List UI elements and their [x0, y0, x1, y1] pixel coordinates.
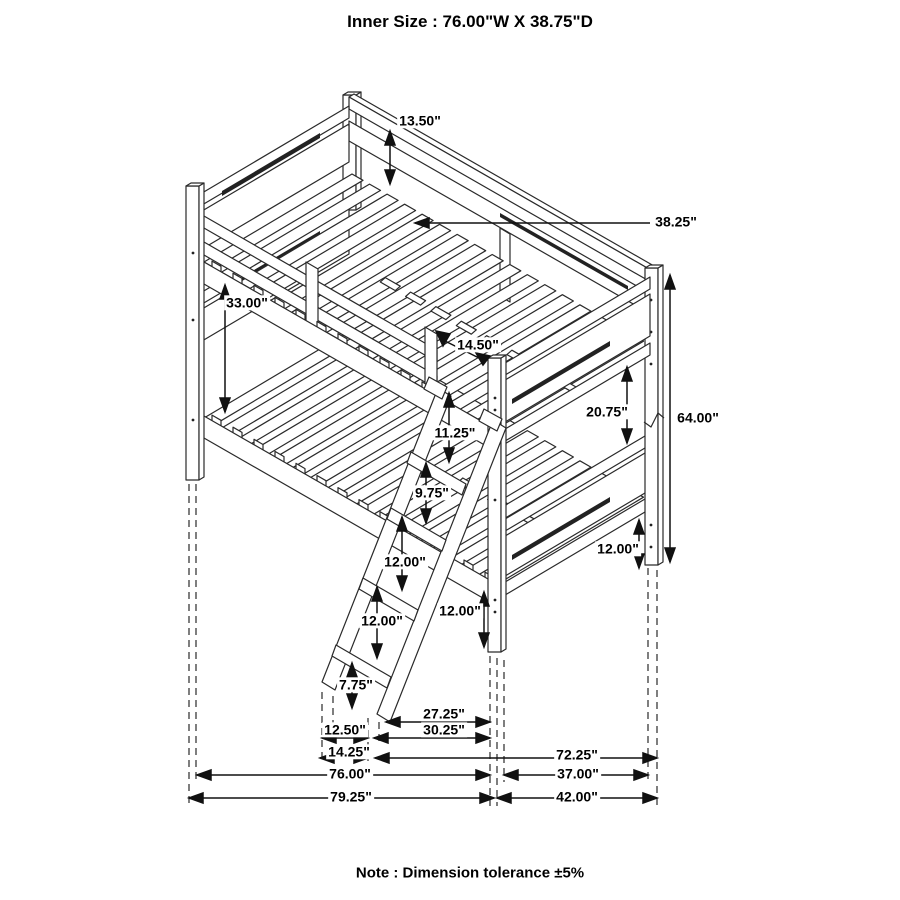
dim-label-front-clearance: 12.00" — [439, 602, 481, 619]
dim-label-ladder-step-3: 12.00" — [384, 553, 426, 570]
dim-label-ladder-step-2: 9.75" — [415, 484, 449, 501]
dim-label-right-bunk-gap: 20.75" — [586, 403, 628, 420]
dim-label-left-bunk-gap: 33.00" — [226, 294, 268, 311]
dim-label-ladder-step-5: 7.75" — [339, 676, 373, 693]
dim-label-inner-depth: 37.00" — [557, 765, 599, 782]
dim-label-ladder-foot-to-post: 27.25" — [423, 705, 465, 722]
dim-label-ladder-opening: 14.50" — [457, 336, 499, 353]
dim-label-overall-depth: 42.00" — [556, 788, 598, 805]
dim-label-ladder-inner-width: 12.50" — [324, 721, 366, 738]
dim-label-guardrail-height: 13.50" — [399, 112, 441, 129]
dim-label-ladder-outer-width: 14.25" — [328, 743, 370, 760]
dim-label-ladder-step-4: 12.00" — [361, 612, 403, 629]
dim-label-inner-length: 76.00" — [329, 765, 371, 782]
dim-label-overall-length: 79.25" — [330, 788, 372, 805]
inner-size-title: Inner Size : 76.00"W X 38.75"D — [347, 12, 593, 31]
tolerance-note: Note : Dimension tolerance ±5% — [355, 864, 585, 882]
dim-label-side-clearance: 12.00" — [597, 540, 639, 557]
dim-label-slat-depth: 38.25" — [655, 213, 697, 230]
dim-label-ladder-step-1: 11.25" — [434, 424, 476, 441]
dim-label-overall-height: 64.00" — [677, 409, 719, 426]
dim-label-ladder-to-far-corner: 72.25" — [556, 746, 598, 763]
dim-label-ladder-outer-to-post: 30.25" — [423, 721, 465, 738]
